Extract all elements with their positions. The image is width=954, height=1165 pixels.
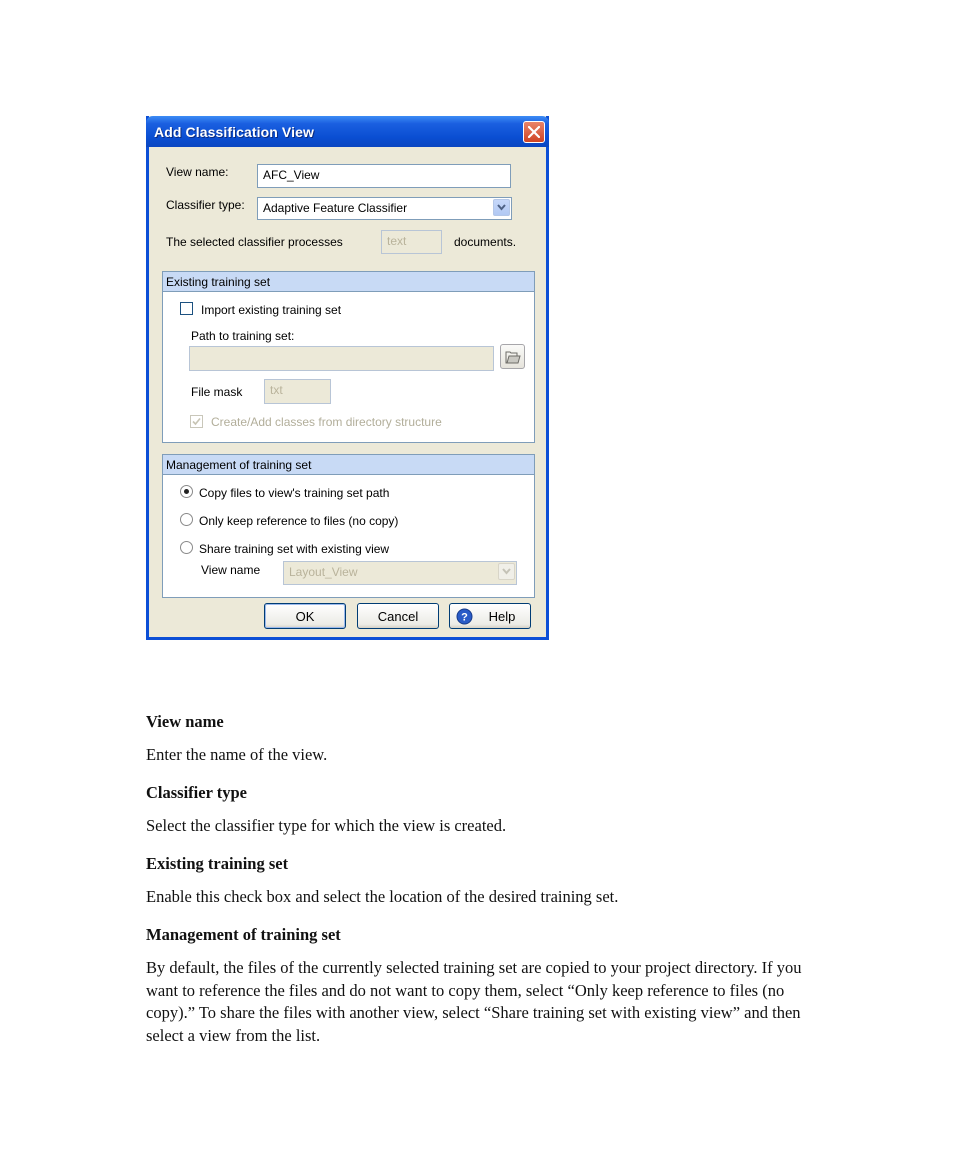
classifier-type-select[interactable] bbox=[257, 197, 512, 220]
close-icon bbox=[528, 126, 540, 138]
heading-classifier-type: Classifier type bbox=[146, 783, 247, 802]
add-classification-view-dialog bbox=[146, 116, 549, 640]
text-view-name: Enter the name of the view. bbox=[146, 745, 328, 764]
classifier-type-value: Adaptive Feature Classifier bbox=[263, 201, 408, 215]
browse-button[interactable] bbox=[500, 344, 525, 369]
share-view-name-value: Layout_View bbox=[289, 565, 358, 579]
existing-training-set-group bbox=[162, 271, 535, 443]
radio-keep-reference[interactable] bbox=[180, 513, 193, 526]
processes-prefix-label: The selected classifier processes bbox=[166, 235, 343, 249]
radio-share-training-set[interactable] bbox=[180, 541, 193, 554]
ok-button[interactable]: OK bbox=[264, 603, 346, 629]
view-name-input[interactable]: AFC_View bbox=[257, 164, 511, 188]
import-existing-checkbox[interactable] bbox=[180, 302, 193, 315]
radio-keep-reference-label: Only keep reference to files (no copy) bbox=[199, 514, 399, 528]
chevron-down-icon[interactable] bbox=[493, 199, 510, 216]
dialog-title: Add Classification View bbox=[154, 124, 314, 140]
existing-training-set-header: Existing training set bbox=[163, 272, 534, 292]
management-training-set-group bbox=[162, 454, 535, 598]
management-training-set-header: Management of training set bbox=[163, 455, 534, 475]
radio-copy-files[interactable] bbox=[180, 485, 193, 498]
share-view-name-label: View name bbox=[201, 563, 261, 577]
svg-text:?: ? bbox=[461, 611, 468, 624]
help-icon bbox=[456, 608, 473, 625]
help-button-label: Help bbox=[488, 609, 516, 624]
cancel-button[interactable]: Cancel bbox=[357, 603, 439, 629]
text-management-training-set: By default, the files of the currently selected training set are copied to your project directory. If you want to reference the files and do not want to copy them, select “Only keep reference to files (no copy).” To share the files with another view, select “Share training set with existing view” and then select a view from the list. bbox=[146, 958, 802, 1045]
classifier-type-label: Classifier type: bbox=[166, 198, 245, 212]
create-classes-label: Create/Add classes from directory structure bbox=[211, 415, 442, 429]
text-existing-training-set: Enable this check box and select the location of the desired training set. bbox=[146, 887, 619, 906]
radio-share-training-set-label: Share training set with existing view bbox=[199, 542, 390, 556]
heading-management-training-set: Management of training set bbox=[146, 925, 341, 944]
help-button[interactable] bbox=[449, 603, 531, 629]
file-mask-label: File mask bbox=[191, 385, 243, 399]
radio-copy-files-label: Copy files to view's training set path bbox=[199, 486, 390, 500]
create-classes-checkbox bbox=[190, 415, 203, 428]
file-mask-input: txt bbox=[264, 379, 331, 404]
processes-suffix-label: documents. bbox=[454, 235, 517, 249]
checkmark-icon bbox=[191, 416, 202, 427]
path-label: Path to training set: bbox=[191, 329, 295, 343]
close-button[interactable] bbox=[523, 121, 545, 143]
chevron-down-icon bbox=[498, 563, 515, 580]
import-existing-label: Import existing training set bbox=[201, 303, 342, 317]
heading-existing-training-set: Existing training set bbox=[146, 854, 289, 873]
dialog-titlebar[interactable] bbox=[146, 116, 549, 147]
document-type-field: text bbox=[381, 230, 442, 254]
share-view-name-select bbox=[283, 561, 517, 585]
folder-open-icon bbox=[505, 350, 521, 364]
text-classifier-type: Select the classifier type for which the view is created. bbox=[146, 816, 507, 835]
view-name-label: View name: bbox=[166, 165, 229, 179]
heading-view-name: View name bbox=[146, 712, 224, 731]
path-input bbox=[189, 346, 494, 371]
